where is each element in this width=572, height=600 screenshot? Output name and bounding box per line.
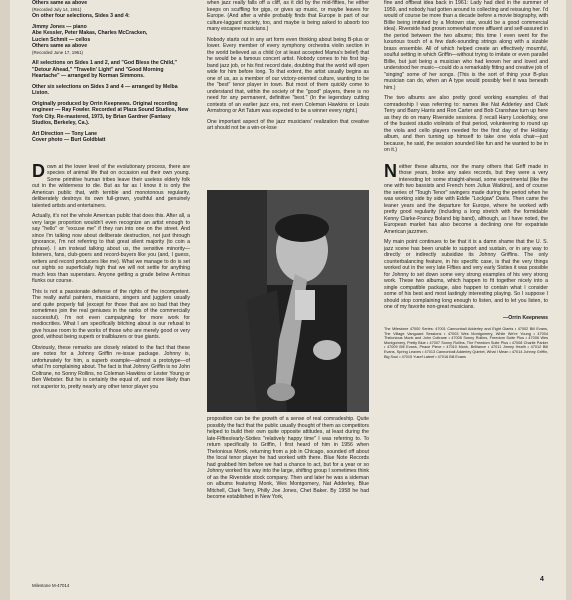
column-middle xyxy=(207,0,369,136)
saxophonist-image xyxy=(207,190,369,412)
paragraph: The two albums are also pretty good working examples of that comradeship I was referring to: names like Nat Adderley and Clark Terry and Barry Harris and Ron Carter and Bob Cranshaw turn up here as they do on many Riverside sessions. (I recall Harry Lookofsky, one of the busiest studio violinists of that period, volunteering to round up the viola and cello players needed for the first day of the Holiday album, and then turning up himself to take one viola chair—just because, he said, the session sounded like fun and he wanted to be in on it.) xyxy=(384,95,548,153)
page-number: 4 xyxy=(540,576,544,583)
arranger-credit: Other six selections on Sides 3 and 4 — arranged by Melba Liston. xyxy=(32,83,178,96)
credit-line: Others same as above xyxy=(32,0,88,6)
paragraph: Obviously, these remarks are closely related to the fact that these are notes for a Johnny Griffin re-issue package. Johnny is, unfortunately for him, a superb example—almost a prototype—of what I'm complaining about. The fact is that Johnny Griffin is no John Coltrane, no Sonny Rollins, no Coleman Hawkins or Lester Young or Ben Webster. But he is certainly the equal of, and more likely than not superior to, pretty nearly any other tenor player you xyxy=(32,344,190,390)
column-right xyxy=(384,0,548,359)
column-middle-lower xyxy=(207,416,369,505)
recorded-date: (Recorded July 14, 1961) xyxy=(32,6,82,12)
credit-line: On other four selections, Sides 3 and 4: xyxy=(32,13,130,19)
production-credit: Originally produced by Orrin Keepnews. Original recording engineer — Ray Fowler. Recorded at Plaza Sound Studios, New York City. Re-mastered, 1973, by Brian Gardner (Fantasy Studios, Berkeley, Ca.). xyxy=(32,100,189,126)
paragraph: Down at the lower level of the evolutionary process, there are species of animal life that on occasion eat their own young. Some primitive human tribes leave their useless elderly folk out in the wilderness to die. But as far as I know it is only the American public that, with terrible and monotonous regularity, deliberately destroys its own full-grown, youthful and genuinely talented artists and entertainers. xyxy=(32,160,190,209)
paragraph: One important aspect of the jazz musicians' realization that creative art should not be a win-or-lose xyxy=(207,118,369,131)
catalog-listing: The Milestone 47000 Series: 47001 Cannonball Adderley and Eight Giants • 47002 Bill Evans, The Village Vanguard Sessions • 47003 Wes Montgomery, While We're Young • 47004 Thelonious Monk and John Coltrane • 47005 Sonny Rollins, Freedom Suite Plus • 47006 Wes Montgomery, Pretty Blue • 47007 Sonny Rollins, The Freedom Suite Plus • 47008 Charlie Parker • 47009 Bill Evans, Peace Piece • 47010 Monk, Brilliance • 47011 Jimmy Heath • 47012 Bill Evans, Spring Leaves • 47013 Cannonball Adderley Quintet, What I Mean • 47014 Johnny Griffin, Big Soul • 47015 Yusef Lateef • 47016 Bill Evans xyxy=(384,327,548,359)
personnel-line: Others same as above xyxy=(32,43,88,49)
personnel-line: Jimmy Jones — piano xyxy=(32,23,87,30)
paragraph: Actually, it's not the whole American public that does this. After all, a very large proportion wouldn't even recognize an artist enough to say "hello" or "excuse me" if they ran into one on the street. And since I'm talking now about deliberate destruction, not just through ignorance, I'm not referring to that great silent majority (to coin a phrase). I am instead talking about us, the sensitive minority—listeners, fans, club-goers and record-buyers like you (and, I guess, writers and record producers like me). What we manage to do is set our sights so superficially high that we will not settle for anything much less than superstars. Anyone getting a grade below A-minus flunks our course. xyxy=(32,213,190,284)
paragraph: My main point continues to be that it is a damn shame that the U. S. jazz scene has been unable to support and sustain, or in any way to directly or indirectly subsidize its Johnny Griffins. The only counterbalancing feature, in his specific case, is that the very things worked out in the very late Fifties and very early Sixties it was possible for Johnny to set down some very strong examples of his very strong work. These two albums, which happen to fit together nicely into a single compatible package, also happen to contain what I consider some of his best and most lastingly interesting playing. So I suppose I should stop complaining long enough to listen, and to let you listen, to one of my favorite non-great musicians. xyxy=(384,239,548,310)
cover-credit: Cover photo — Burt Goldblatt xyxy=(32,137,106,143)
author-signature: —Orrin Keepnews xyxy=(503,314,548,321)
credits-block xyxy=(32,0,190,144)
liner-notes-page xyxy=(10,0,566,600)
paragraph: Neither these albums, nor the many others that Griff made in those years, broke any sales records, but they were a very interesting lot: some straight-ahead, some experimental (like the one with two bassists and French horn Julius Watkins), and of course the series of "Tough Tenor" swingers made during the period when he was working side by side with Eddie "Lockjaw" Davis. Then came the leaner years and the departure for Europe, where he worked with pretty good regularity (including a long stretch with the formidable Kenny Clarke-Francy Boland big band), although, as I have noted, the European market has also become a declining one for expatriate American jazzmen. xyxy=(384,160,548,235)
column-left xyxy=(32,0,190,394)
paragraph: proposition can be the growth of a sense of real comradeship. Quite possibly the fact that the public usually thought of them as competitors helped to build their own quite opposite attitudes, at least during the late-Fifties/early-Sixties "relatively happy time" I was referring to. To return specifically to Griffin, I first heard of him in 1956 when Thelonious Monk, returning from a job in Chicago, sounded off about the local tenor player he had worked with there. Blue Note Records had grabbed him before we had a chance to act, but for a year or so Johnny worked his way into the large, shifting group I sometimes think of as the Riverside stock company. Then and later he was a sideman on albums featuring Monk, Wes Montgomery, Nat Adderley, Blue Mitchell, Clark Terry, Philly Joe Jones, Chet Baker. By 1958 he had become established in New York, xyxy=(207,416,369,500)
recorded-date: (Recorded June 17, 1961) xyxy=(32,49,84,55)
catalog-number: Milestone M-47014 xyxy=(32,583,70,588)
paragraph: Nobody starts out in any art form even thinking about being B-plus or lower. Every member of every symphony orchestra violin section in the world believed as a child (or at least accepted Mama's belief) that he would be a famous concert artist. Nobody comes to his first big-band jazz job, or his first record date, doubting that the world will open wide for him before long. To that extent, the artist usually begins as one of us, as a member of our victory-oriented culture, wanting to be the "best" tenor player in town. But most of them quickly come to understand that, within the society of the "good" players, there is no need for any permanent, definitive "best." (In the legendary cutting contests of an earlier jazz era, not even Coleman Hawkins or Louis Armstrong or Art Tatum was expected to be a winner every night.) xyxy=(207,36,369,114)
arranger-credit: All selections on Sides 1 and 2, and "God Bless the Child," "Detour Ahead," "Travelin' Light" and "Good Morning Heartache" — arranged by Norman Simmons. xyxy=(32,60,178,79)
personnel-line: Lucien Schmit — cellos xyxy=(32,36,91,43)
personnel-line: Abe Kessler, Peter Makas, Charles McCracken, xyxy=(32,30,148,36)
musician-photo xyxy=(207,190,369,412)
art-credit: Art Direction — Tony Lane xyxy=(32,130,98,137)
paragraph: when jazz really falls off a cliff, as it did by the mid-fifties, he either keeps on scuffling for gigs, or gives up music, or maybe leaves for Europe. (And after a while probably finds that Europe is part of our culture-laggard society, too, and maybe is being asked to absorb too many escapee musicians.) xyxy=(207,0,369,32)
paragraph: This is not a passionate defense of the rights of the incompetent. The really awful painters, musicians, singers and jugglers usually and quite properly fail (except for those that are so bad that they sometimes join the real geniuses in the ranks of the commercially successful). I'm not even campaigning for more work for mediocrities. What I am specifically bitching about is our refusal to give house room to the works of those who are merely good or very good, without being superb or trailblazers or true giants. xyxy=(32,288,190,340)
paragraph: fine and offbeat idea back in 1961: Lady had died in the summer of 1959, and nobody had gotten around to collecting and reissuing her. I'd would of course be more than a decade before a movie biography, with Billie being imitated by a Motown star, would be a good commercial idea). Riverside had grown somewhat more affluent and self-assured in the period between the two albums; this time I even went for the luxurious touch of a few dark-sounding strings along with a sizable brass ensemble. All of which helped create an effectively mournful, soulful setting in which Griffin—without trying to imitate or even parallel Billie, but just being a musician who had known her and loved and understood her music—could do a remarkably fitting and creative job of "singing" some of her songs. (This is the sort of thing your B-plus musician can do, when an A type would possibly feel it was beneath him.) xyxy=(384,0,548,91)
